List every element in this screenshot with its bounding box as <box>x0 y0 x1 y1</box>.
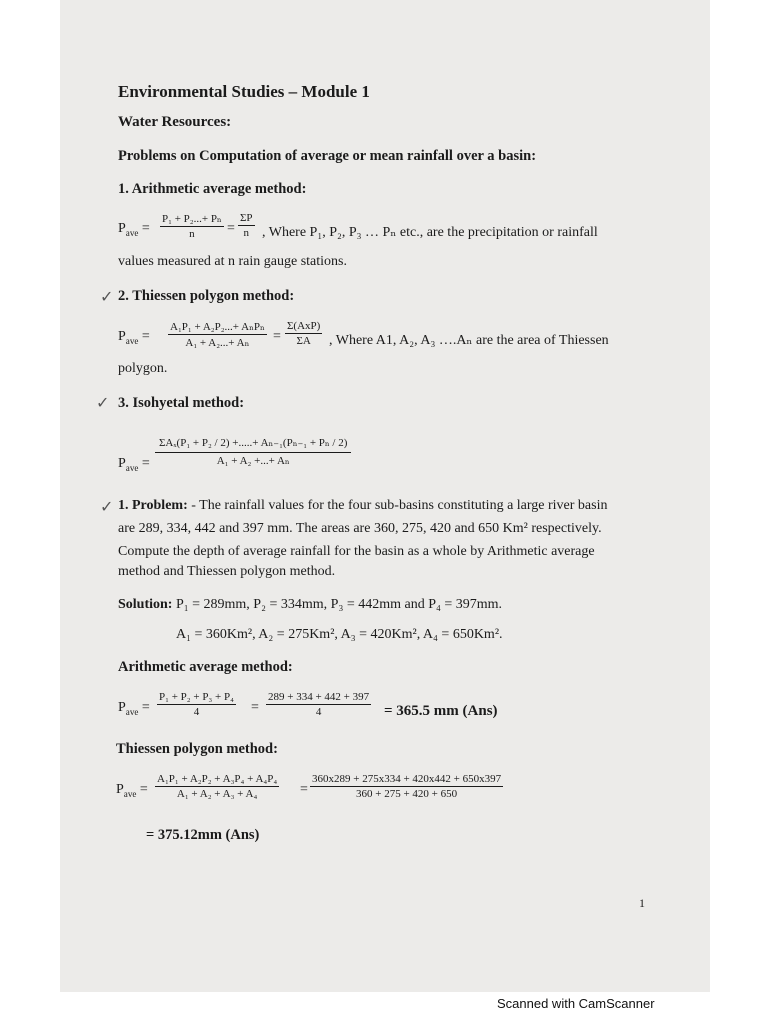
thiessen-fraction2: $\frac{360x289 + 275x334 + 420x442 + 650x397}{360 + 275 + 420 + 650}$ <box>312 773 502 800</box>
thiessen-heading: Thiessen polygon method: <box>116 741 278 757</box>
method2-heading: 2. Thiessen polygon method: <box>118 288 295 304</box>
solution-line2: A₁ = 360Km², A₂ = 275Km², A₃ = 420Km², A₄ = 650Km². <box>176 627 503 642</box>
equals-sign: = <box>251 700 259 715</box>
problems-heading: Problems on Computation of average or mean rainfall over a basin: <box>118 148 537 164</box>
method2-lhs: $P_{ave}$ = <box>118 329 150 346</box>
equals-sign: = <box>300 782 308 797</box>
method1-fraction1: $\frac{\text{P₁ + P₂...+ Pₙ}}{n}$ <box>162 213 222 240</box>
arith-heading: Arithmetic average method: <box>118 659 293 675</box>
thiessen-fraction1: $\frac{\text{A₁P₁ + A₂P₂ + A₃P₄ + A₄P₄}}{\text{A₁ + A₂ + A₃ + A₄}}$ <box>157 773 278 800</box>
method1-where: , Where P₁, P₂, P₃ … Pₙ etc., are the precipitation or rainfall <box>262 225 598 240</box>
arith-lhs: $P_{ave}$ = <box>118 700 150 717</box>
problem-line2: are 289, 334, 442 and 397 mm. The areas are 360, 275, 420 and 650 Km² respectively. <box>118 521 602 536</box>
checkmark-icon: ✓ <box>100 289 114 306</box>
problem-line1: 1. Problem: - The rainfall values for the four sub-basins constituting a large river basin <box>118 498 608 513</box>
method2-fraction2: Σ(AxP) ΣA <box>287 320 321 347</box>
thiessen-result: = 375.12mm (Ans) <box>146 827 260 843</box>
method1-continued: values measured at n rain gauge stations. <box>118 254 347 269</box>
left-margin <box>0 0 60 992</box>
method1-lhs: $P_{ave}$ = <box>118 221 150 238</box>
method2-fraction1: A₁P₁ + A₂P₂...+ AₙPₙ A₁ + A₂...+ Aₙ <box>170 321 265 349</box>
method2-continued: polygon. <box>118 361 168 376</box>
checkmark-icon: ✓ <box>96 395 110 412</box>
problem-line4: method and Thiessen polygon method. <box>118 564 336 579</box>
section-title: Water Resources: <box>118 114 232 130</box>
page-number: 1 <box>639 896 645 910</box>
method1-fraction2: $\frac{\Sigma P}{n}$ <box>240 212 253 239</box>
arith-result: = 365.5 mm (Ans) <box>384 703 498 719</box>
thiessen-lhs: $P_{ave}$ = <box>116 782 148 799</box>
solution-line1: Solution: P₁ = 289mm, P₂ = 334mm, P₃ = 442mm and P₄ = 397mm. <box>118 597 503 612</box>
equals-sign: = <box>227 221 235 236</box>
method3-fraction: ΣAₓ(P₁ + P₂ / 2) +.....+ Aₙ₋₁(Pₙ₋₁ + Pₙ / 2) A₁ + A₂ +...+ Aₙ <box>155 432 351 467</box>
method2-where: , Where A1, A₂, A₃ ….Aₙ are the area of Thiessen <box>329 333 609 348</box>
scanner-watermark: Scanned with CamScanner <box>497 996 655 1011</box>
method3-heading: 3. Isohyetal method: <box>118 395 245 411</box>
equals-sign: = <box>273 329 281 344</box>
arith-fraction1: $\frac{\text{P₁ + P₂ + P₃ + P₄}}{4}$ <box>159 691 234 718</box>
right-margin <box>710 0 768 992</box>
problem-line3: Compute the depth of average rainfall for the basin as a whole by Arithmetic average <box>118 544 595 559</box>
checkmark-icon: ✓ <box>100 499 114 516</box>
document-title: Environmental Studies – Module 1 <box>118 82 370 101</box>
arith-fraction2: $\frac{289 + 334 + 442 + 397}{4}$ <box>268 691 370 718</box>
method1-heading: 1. Arithmetic average method: <box>118 181 307 197</box>
method3-lhs: $P_{ave}$ = <box>118 456 150 473</box>
